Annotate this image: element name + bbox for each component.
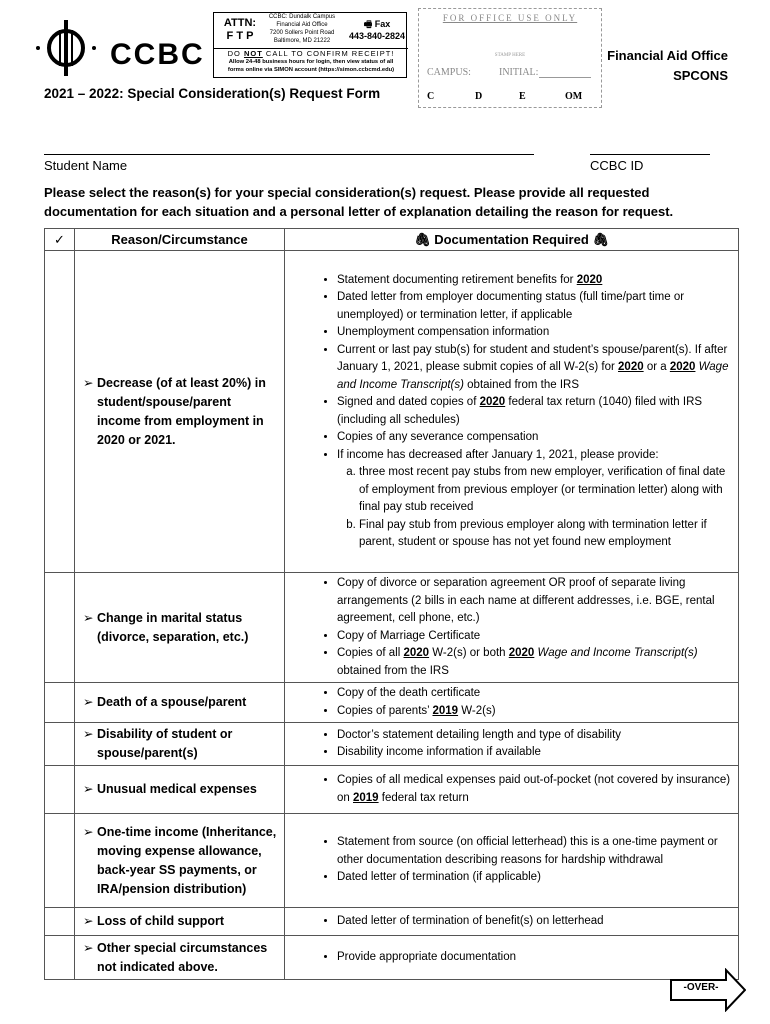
reason-text: Disability of student or spouse/parent(s)	[97, 727, 233, 760]
reason-text: Death of a spouse/parent	[97, 695, 247, 709]
attn-label: ATTN: F T P	[223, 17, 257, 42]
select-checkbox-cell[interactable]	[45, 936, 75, 980]
reason-cell	[75, 936, 285, 980]
code-d: D	[475, 91, 483, 102]
documentation-cell	[285, 814, 739, 908]
ccbc-id-field[interactable]	[590, 154, 710, 155]
arrow-bullet-icon: ➢	[83, 824, 94, 839]
documentation-item: • Copies of any severance compensation	[337, 429, 732, 447]
reason-cell	[75, 814, 285, 908]
documentation-list	[289, 272, 732, 552]
reason-column-header: Reason/Circumstance	[75, 229, 285, 251]
documentation-cell	[285, 723, 739, 766]
instructions: Please select the reason(s) for your special consideration(s) request. Please provide all requested documentation for each situation and a personal letter of explanation detailing the reason for request.	[44, 185, 674, 219]
table-row	[45, 908, 739, 936]
reason-text: Decrease (of at least 20%) in student/spouse/parent income from employment in 2020 or 2021.	[97, 375, 266, 447]
reason-text: Change in marital status (divorce, separation, etc.)	[97, 610, 249, 644]
emphasized-year: 2020	[618, 361, 644, 373]
arrow-bullet-icon: ➢	[83, 914, 94, 928]
arrow-bullet-icon: ➢	[83, 610, 94, 625]
documentation-list	[289, 913, 732, 931]
code-c: C	[427, 91, 435, 102]
over-arrow	[670, 968, 746, 1012]
reason-cell	[75, 573, 285, 683]
table-row	[45, 251, 739, 573]
emphasized-year: 2020	[479, 396, 506, 408]
documentation-cell	[285, 908, 739, 936]
select-checkbox-cell[interactable]	[45, 251, 75, 573]
select-checkbox-cell[interactable]	[45, 683, 75, 723]
table-row	[45, 573, 739, 683]
table-row	[45, 814, 739, 908]
over-label: -OVER-	[683, 982, 719, 993]
documentation-item: • Statement from source (on official letterhead) this is a one-time payment or other documentation describing reasons for hardship withdrawal	[337, 834, 732, 869]
emphasized-year: 2020	[669, 361, 696, 373]
documentation-item: • Copies of parents’ 2019 W-2(s)	[337, 703, 732, 721]
fax-info	[346, 18, 408, 42]
ccbc-logo	[30, 18, 206, 78]
reason-cell	[75, 908, 285, 936]
documentation-item: • If income has decreased after January 1, 2021, please provide: a. three most recent pay stubs from new employer, verification of final date of employment from previous employer (or termination letter) along with final pay stub received b. Final pay stub from previous employer along with termination letter if parent, student or spouse has not yet found new employment	[337, 447, 732, 552]
emphasized-year: 2020	[403, 647, 430, 659]
documentation-item: • Current or last pay stub(s) for student and student’s spouse/parent(s). If after January 1, 2021, please submit copies of all W-2(s) for 2020 or a 2020 Wage and Income Transcript(s) obtained from the IRS	[337, 342, 732, 395]
form-title: 2021 – 2022: Special Consideration(s) Request Form	[44, 86, 381, 101]
select-checkbox-cell[interactable]	[45, 908, 75, 936]
campus-label: CAMPUS:	[427, 67, 471, 78]
documentation-item: • Statement documenting retirement benefits for 2020	[337, 272, 732, 290]
reason-cell	[75, 683, 285, 723]
documentation-item: • Copies of all medical expenses paid out-of-pocket (not covered by insurance) on 2019 federal tax return	[337, 772, 732, 807]
logo-wordmark: CCBC	[110, 38, 205, 71]
emphasized-year: 2020	[576, 273, 603, 286]
office-use-box	[418, 8, 602, 108]
documentation-item: • Dated letter of termination (if applicable)	[337, 869, 732, 887]
documentation-cell	[285, 766, 739, 814]
select-checkbox-cell[interactable]	[45, 573, 75, 683]
documentation-item: • Doctor’s statement detailing length and type of disability	[337, 727, 732, 745]
documentation-list	[289, 949, 732, 967]
documentation-cell	[285, 251, 739, 573]
reason-text: One-time income (Inheritance, moving expense allowance, back-year SS payments, or IRA/pension distribution)	[97, 824, 277, 896]
code-om: OM	[565, 91, 583, 102]
office-use-title: FOR OFFICE USE ONLY	[442, 13, 578, 23]
arrow-bullet-icon: ➢	[83, 782, 94, 796]
documentation-item: • Copy of divorce or separation agreement OR proof of separate living arrangements (2 bills in each name at different addresses, i.e. BGE, rental agreement, cell phone, etc.)	[337, 575, 732, 628]
check-column-header: ✓	[45, 229, 75, 251]
documentation-item: • Copy of Marriage Certificate	[337, 628, 732, 646]
documentation-list	[289, 834, 732, 887]
no-call-notice: DO NOT CALL TO CONFIRM RECEIPT!	[214, 48, 408, 59]
stamp-here: STAMP HERE	[494, 53, 526, 58]
reason-text: Unusual medical expenses	[97, 782, 257, 796]
documentation-list	[289, 727, 732, 762]
table-row	[45, 683, 739, 723]
documentation-list	[289, 685, 732, 720]
attn-box	[213, 12, 407, 78]
table-row	[45, 766, 739, 814]
documentation-item: • Dated letter of termination of benefit(s) on letterhead	[337, 913, 732, 931]
mailing-address: CCBC: Dundalk Campus Financial Aid Office 7200 Sollers Point Road Baltimore, MD 21222	[268, 14, 336, 44]
office-heading	[602, 46, 728, 86]
fax-number: 443-840-2824	[348, 31, 406, 41]
student-name-label: Student Name	[44, 158, 128, 173]
table-row	[45, 936, 739, 980]
select-checkbox-cell[interactable]	[45, 723, 75, 766]
reason-cell	[75, 766, 285, 814]
initial-line[interactable]	[539, 77, 591, 78]
select-checkbox-cell[interactable]	[45, 766, 75, 814]
documentation-item: • Signed and dated copies of 2020 federal tax return (1040) filed with IRS (including all schedules)	[337, 394, 732, 429]
arrow-bullet-icon: ➢	[83, 375, 94, 390]
documentation-item: • Copies of all 2020 W-2(s) or both 2020 Wage and Income Transcript(s) obtained from the IRS	[337, 645, 732, 680]
select-checkbox-cell[interactable]	[45, 814, 75, 908]
fax-label: 🖷 Fax	[363, 19, 391, 29]
sub-item: b. Final pay stub from previous employer along with termination letter if parent, student or spouse has not yet found new employment	[359, 517, 732, 552]
documentation-list	[289, 575, 732, 680]
requirements-table	[44, 228, 739, 980]
emphasized-year: 2019	[432, 704, 459, 717]
italic-text: Wage and Income Transcript(s)	[537, 647, 698, 659]
table-row	[45, 723, 739, 766]
table-header-row	[45, 229, 739, 251]
reason-cell	[75, 723, 285, 766]
initial-label: INITIAL:	[499, 67, 539, 78]
emphasized-year: 2020	[508, 647, 535, 659]
reason-text: Loss of child support	[97, 914, 225, 928]
sub-list	[337, 464, 732, 552]
processing-time-note: Allow 24-48 business hours for login, then view status of all forms online via SIMON account (https://simon.ccbcmd.edu)	[227, 59, 395, 73]
arrow-bullet-icon: ➢	[83, 727, 94, 741]
documentation-cell	[285, 573, 739, 683]
arrow-bullet-icon: ➢	[83, 695, 94, 709]
emphasized-year: 2019	[353, 791, 379, 804]
student-name-field[interactable]	[44, 154, 534, 155]
italic-text: Wage and Income Transcript(s)	[337, 361, 729, 391]
docs-column-header: 🖇 Documentation Required 🖇	[285, 229, 739, 251]
documentation-item: • Disability income information if available	[337, 744, 732, 762]
code-e: E	[519, 91, 526, 102]
documentation-item: • Unemployment compensation information	[337, 324, 732, 342]
documentation-item: • Provide appropriate documentation	[337, 949, 732, 967]
sub-item: a. three most recent pay stubs from new employer, verification of final date of employment from previous employer (or termination letter) along with final pay stub received	[359, 464, 732, 517]
arrow-bullet-icon: ➢	[83, 940, 94, 955]
reason-text: Other special circumstances not indicated above.	[97, 940, 268, 974]
ccbc-emblem-icon	[30, 18, 110, 78]
documentation-cell	[285, 683, 739, 723]
office-name: Financial Aid Office	[607, 48, 728, 63]
documentation-item: • Dated letter from employer documenting status (full time/part time or unemployed) or termination letter, if applicable	[337, 289, 732, 324]
documentation-item: • Copy of the death certificate	[337, 685, 732, 703]
office-code: SPCONS	[673, 68, 728, 83]
ccbc-id-label: CCBC ID	[590, 158, 644, 173]
reason-cell	[75, 251, 285, 573]
documentation-list	[289, 772, 732, 807]
